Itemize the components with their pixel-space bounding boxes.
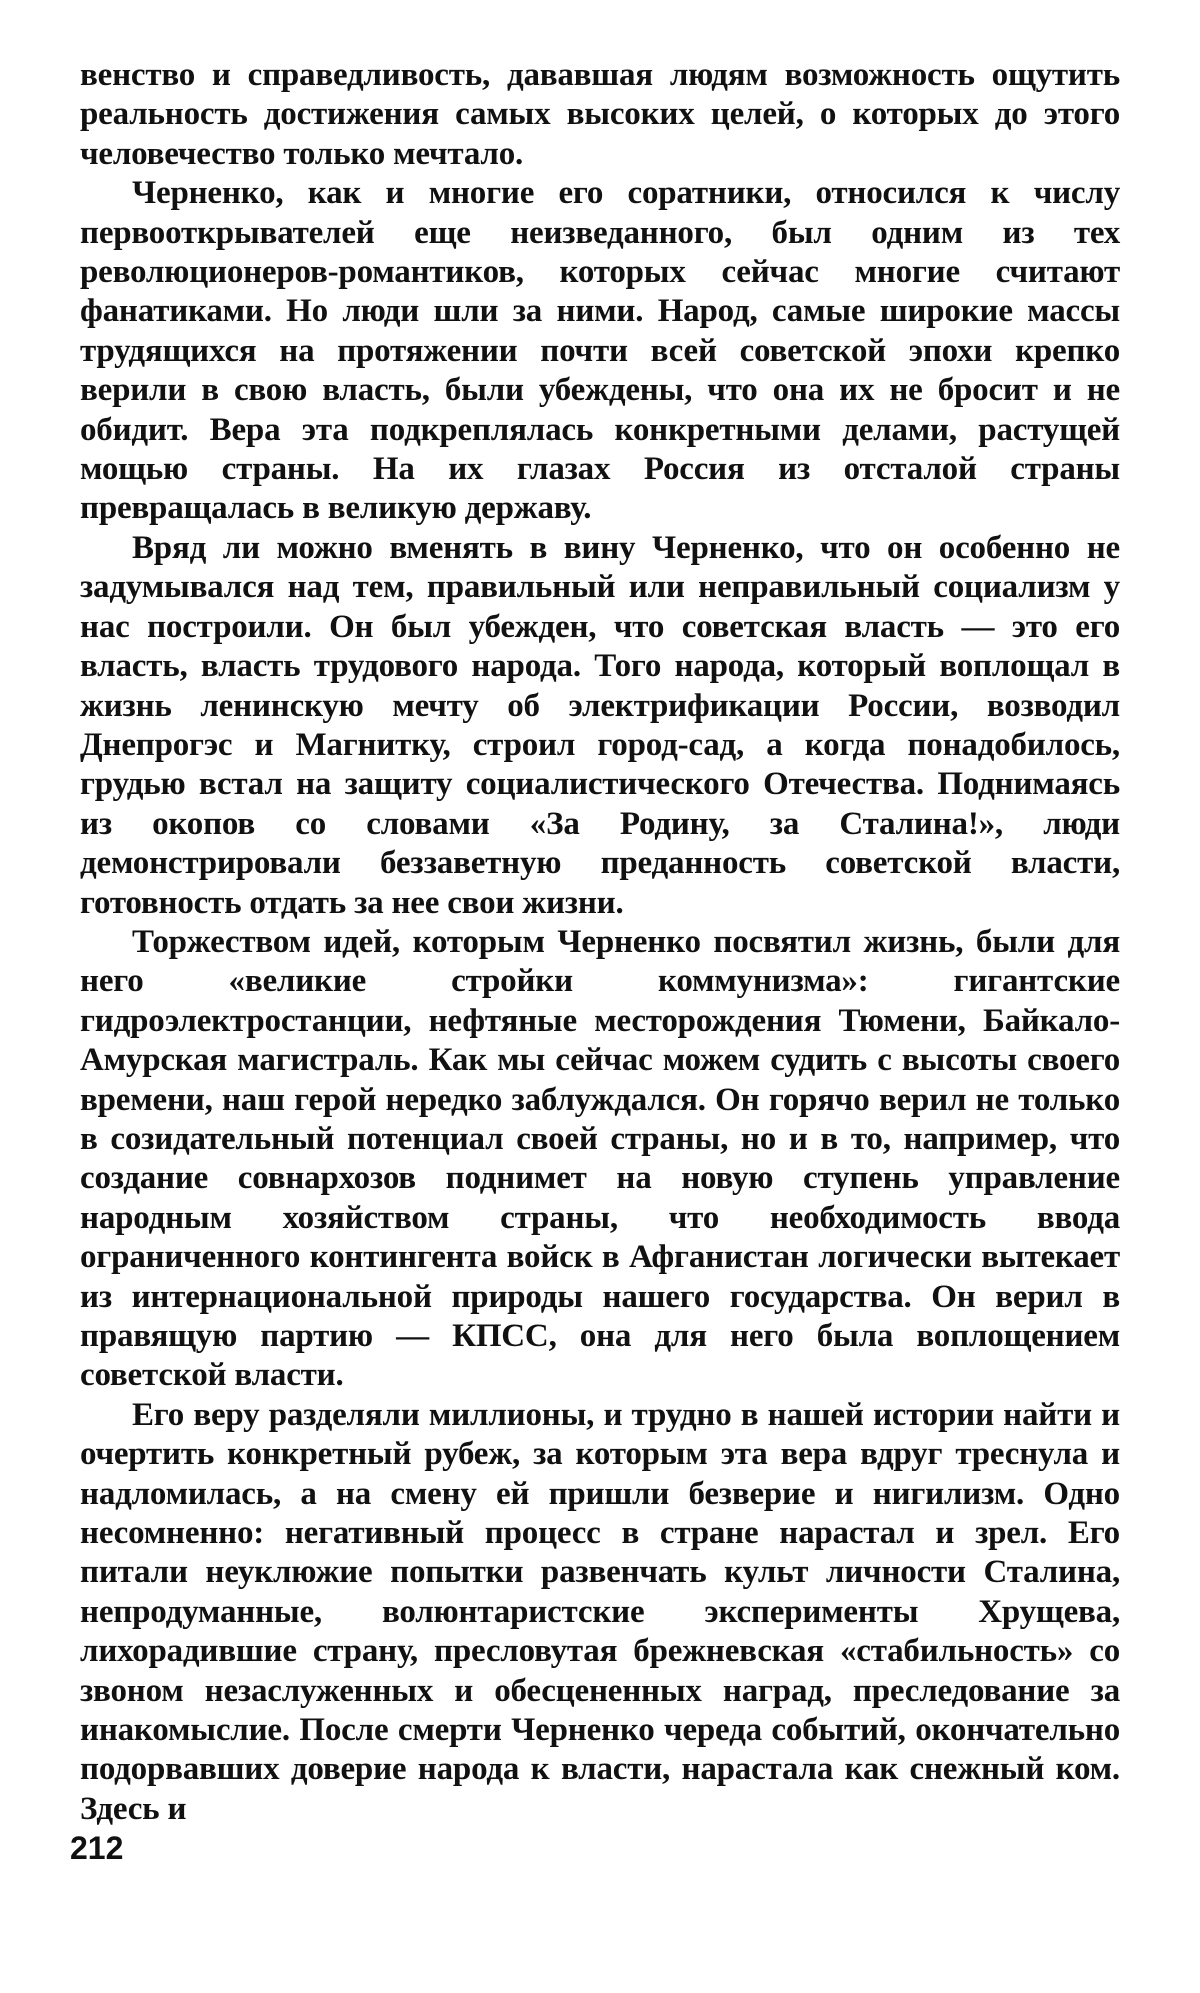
paragraph-3: Вряд ли можно вменять в вину Черненко, что он особенно не задумывался над тем, правильный или неправильный социализм у нас построили. Он был убежден, что советская власть — это его власть, власть трудового народа. Того народа, который воплощал в жизнь ленинскую мечту об электрификации России, возводил Днепрогэс и Магнитку, строил город-сад, а когда понадобилось, грудью встал на защиту социалистического Отечества. Поднимаясь из окопов со словами «За Родину, за Сталина!», люди демонстрировали беззаветную преданность советской власти, готовность отдать за нее свои жизни.: [80, 529, 1120, 921]
paragraph-2: Черненко, как и многие его соратники, относился к числу первооткрывателей еще неизведанного, был одним из тех революционеров-романтиков, которых сейчас многие считают фанатиками. Но люди шли за ними. Народ, самые широкие массы трудящихся на протяжении почти всей советской эпохи крепко верили в свою власть, были убеждены, что она их не бросит и не обидит. Вера эта подкреплялась конкретными делами, растущей мощью страны. На их глазах Россия из отсталой страны превращалась в великую державу.: [80, 175, 1120, 527]
page-body: [80, 56, 1120, 1829]
paragraph-1: венство и справедливость, дававшая людям возможность ощутить реальность достижения самых высоких целей, о которых до этого человечество только мечтало.: [80, 57, 1120, 172]
paragraph-4: Торжеством идей, которым Черненко посвятил жизнь, были для него «великие стройки коммунизма»: гигантские гидроэлектростанции, нефтяные месторождения Тюмени, Байкало-Амурская магистраль. Как мы сейчас можем судить с высоты своего времени, наш герой нередко заблуждался. Он горячо верил не только в созидательный потенциал своей страны, но и в то, например, что создание совнархозов поднимет на новую ступень управление народным хозяйством страны, что необходимость ввода ограниченного контингента войск в Афганистан логически вытекает из интернациональной природы нашего государства. Он верил в правящую партию — КПСС, она для него была воплощением советской власти.: [80, 923, 1120, 1394]
paragraph-5: Его веру разделяли миллионы, и трудно в нашей истории найти и очертить конкретный рубеж, за которым эта вера вдруг треснула и надломилась, а на смену ей пришли безверие и нигилизм. Одно несомненно: негативный процесс в стране нарастал и зрел. Его питали неуклюжие попытки развенчать культ личности Сталина, непродуманные, волюнтаристские эксперименты Хрущева, лихорадившие страну, пресловутая брежневская «стабильность» со звоном незаслуженных и обесцененных наград, преследование за инакомыслие. После смерти Черненко череда событий, окончательно подорвавших доверие народа к власти, нарастала как снежный ком. Здесь и: [80, 1396, 1120, 1827]
page-number: 212: [70, 1830, 124, 1866]
